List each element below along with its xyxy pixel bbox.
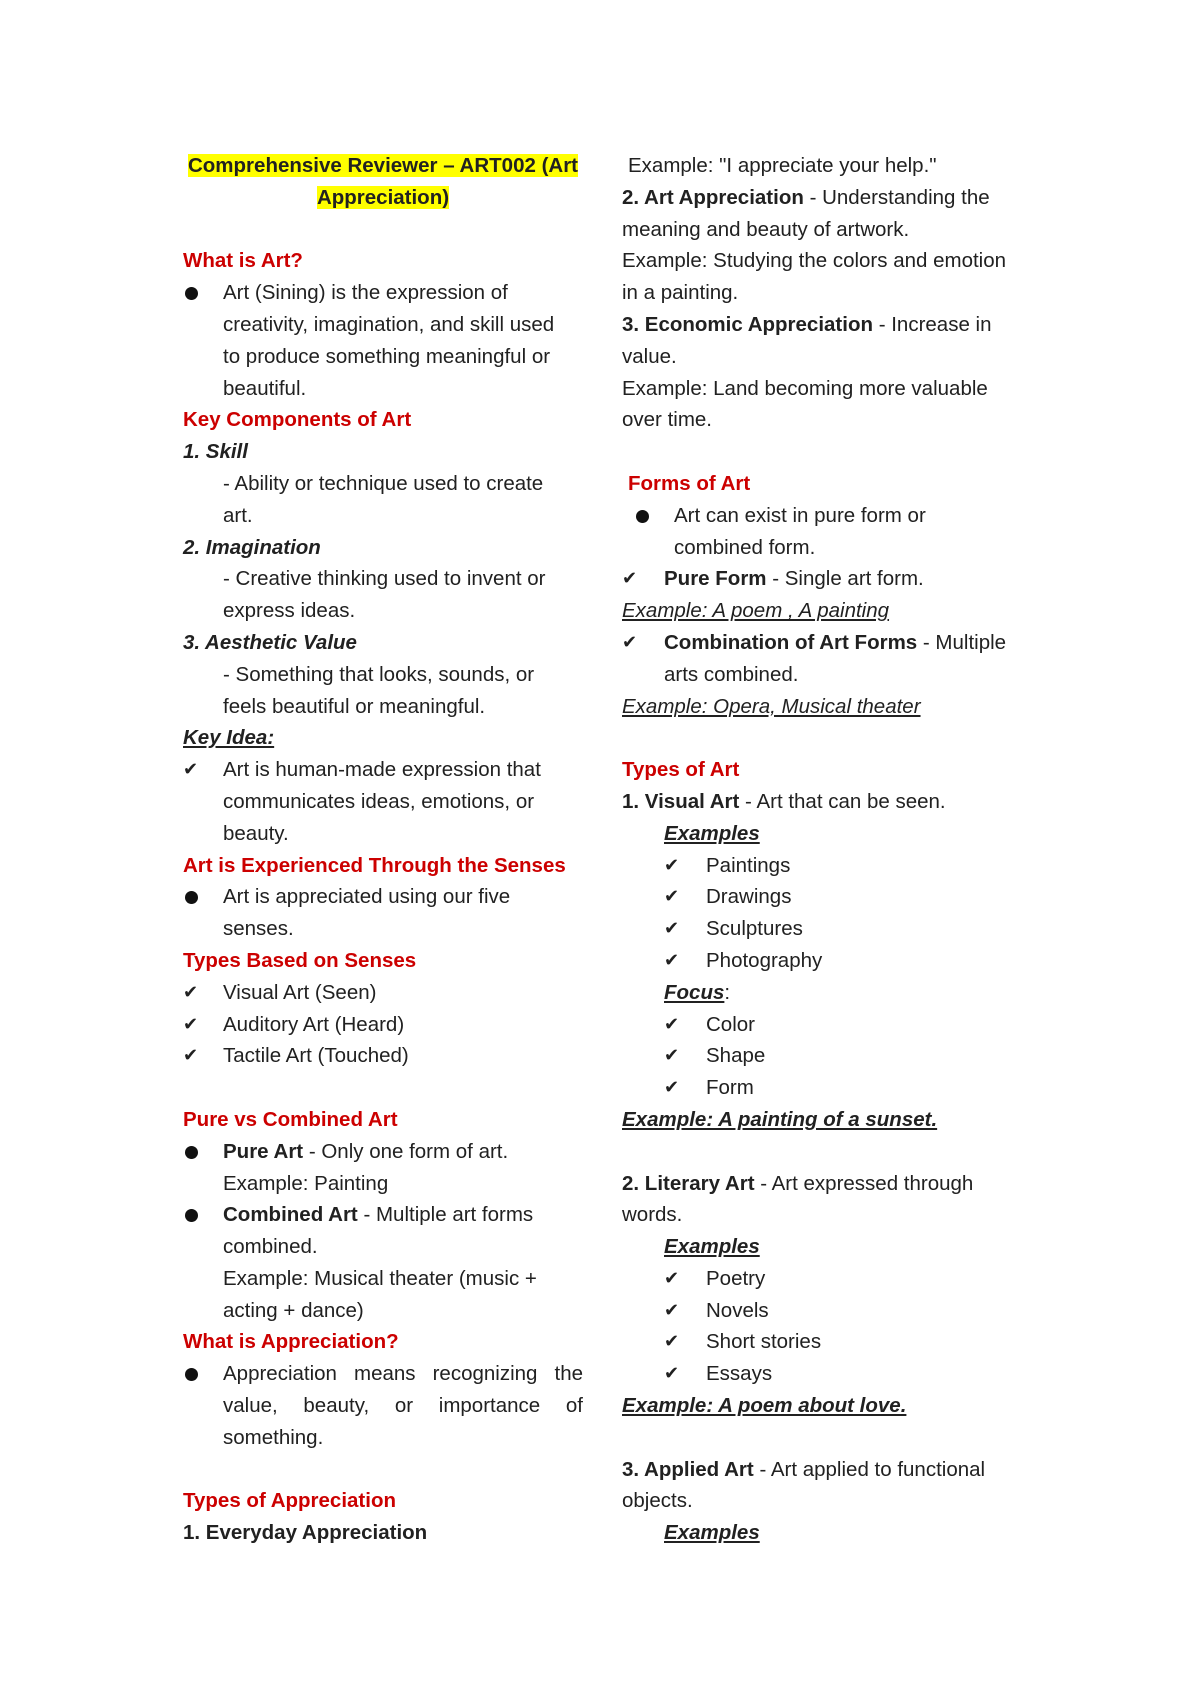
subheading-imagination: 2. Imagination	[183, 535, 321, 559]
check-sculptures: ✔ Sculptures	[622, 913, 1052, 945]
check-icon: ✔	[622, 631, 638, 652]
visual-art-example: Example: A painting of a sunset.	[622, 1107, 938, 1131]
literary-examples-label: Examples	[664, 1235, 760, 1259]
bullet-icon	[185, 1368, 198, 1381]
skill-desc-2: art.	[223, 503, 253, 527]
document-title-line-2: Appreciation)	[316, 185, 450, 209]
skill-desc-1: - Ability or technique used to create	[223, 471, 544, 495]
check-short-stories: ✔ Short stories	[622, 1326, 1052, 1358]
check-icon: ✔	[664, 1331, 680, 1352]
bullet-appreciation: Appreciation means recognizing the value, beauty, or importance of something.	[183, 1358, 583, 1453]
check-essays: ✔ Essays	[622, 1358, 1052, 1390]
subheading-aesthetic: 3. Aesthetic Value	[183, 630, 357, 654]
visual-art-label: 1. Visual Art	[622, 789, 740, 813]
check-icon: ✔	[664, 1267, 680, 1288]
imagination-desc-2: express ideas.	[223, 599, 356, 623]
bullet-icon	[185, 287, 198, 300]
bullet-icon	[185, 891, 198, 904]
visual-examples-label: Examples	[664, 821, 760, 845]
check-combination-forms: ✔ Combination of Art Forms - Multiple arts combined.	[622, 627, 1052, 691]
check-icon: ✔	[664, 886, 680, 907]
heading-what-is-art: What is Art?	[183, 249, 303, 273]
right-column: Example: "I appreciate your help." 2. Art Appreciation - Understanding the meaning and beauty of artwork. Example: Studying the colors and emotion in a painting. 3. Economic Appreciation - Increase in value. Example: Land becoming more valuable over time. Forms of Art Art can exist in pure form or combined form. ✔ Pure Form - Single art form. Example: A poem , A painting ✔ Combination of Art Forms - Multiple arts combined. Example: Opera, Musical theater Types of Art 1. Visual Art - Art that can be seen. Examples ✔ Paintings ✔ Drawings ✔ Sculptures ✔ Photography Focus: ✔ Color ✔ Shape ✔ Form Example: A painting of a sunset. 2. Literary Art - Art expressed through words. Examples ✔ Poetry ✔ Novels ✔ Short stories ✔ Essays Example: A poem about love. 3. Applied Art - Art applied to functional objects. Examples	[622, 150, 1052, 1549]
check-icon: ✔	[664, 1363, 680, 1384]
check-novels: ✔ Novels	[622, 1295, 1052, 1327]
check-icon: ✔	[183, 981, 199, 1002]
heading-types-of-art: Types of Art	[622, 758, 740, 782]
check-poetry: ✔ Poetry	[622, 1263, 1052, 1295]
aesthetic-desc-1: - Something that looks, sounds, or	[223, 662, 535, 686]
check-icon: ✔	[664, 854, 680, 875]
literary-art-example: Example: A poem about love.	[622, 1394, 907, 1418]
economic-appreciation-label: 3. Economic Appreciation	[622, 312, 873, 336]
check-paintings: ✔ Paintings	[622, 850, 1052, 882]
heading-key-components: Key Components of Art	[183, 408, 412, 432]
check-auditory-art: ✔ Auditory Art (Heard)	[183, 1009, 583, 1041]
bullet-combined-art: Combined Art - Multiple art forms combined. Example: Musical theater (music + acting + dance)	[183, 1199, 583, 1326]
check-visual-art: ✔ Visual Art (Seen)	[183, 977, 583, 1009]
combination-example: Example: Opera, Musical theater	[622, 694, 921, 718]
everyday-example: Example: "I appreciate your help."	[628, 154, 937, 177]
left-column	[183, 150, 583, 1549]
check-color: ✔ Color	[622, 1009, 1052, 1041]
subheading-skill: 1. Skill	[183, 440, 248, 464]
check-icon: ✔	[664, 1077, 680, 1098]
heading-pure-vs-combined: Pure vs Combined Art	[183, 1107, 398, 1131]
check-photography: ✔ Photography	[622, 945, 1052, 977]
check-shape: ✔ Shape	[622, 1040, 1052, 1072]
heading-forms-of-art: Forms of Art	[628, 471, 751, 495]
check-key-idea: ✔ Art is human-made expression that communicates ideas, emotions, or beauty.	[183, 754, 583, 849]
check-form: ✔ Form	[622, 1072, 1052, 1104]
check-icon: ✔	[664, 1045, 680, 1066]
bullet-pure-art: Pure Art - Only one form of art. Example: Painting	[183, 1136, 583, 1200]
applied-art-label: 3. Applied Art	[622, 1457, 754, 1481]
applied-examples-label: Examples	[664, 1521, 760, 1545]
bullet-senses: Art is appreciated using our five senses.	[183, 881, 583, 945]
heading-what-is-appreciation: What is Appreciation?	[183, 1330, 399, 1354]
check-tactile-art: ✔ Tactile Art (Touched)	[183, 1040, 583, 1072]
heading-senses: Art is Experienced Through the Senses	[183, 853, 566, 877]
check-drawings: ✔ Drawings	[622, 881, 1052, 913]
check-icon: ✔	[183, 759, 199, 780]
check-icon: ✔	[183, 1045, 199, 1066]
everyday-appreciation: 1. Everyday Appreciation	[183, 1521, 428, 1545]
bullet-art-definition: Art (Sining) is the expression of creativity, imagination, and skill used to produce something meaningful or beautiful.	[183, 277, 583, 404]
document-title-line-1: Comprehensive Reviewer – ART002 (Art	[187, 154, 579, 177]
aesthetic-desc-2: feels beautiful or meaningful.	[223, 694, 486, 718]
check-icon: ✔	[622, 568, 638, 589]
pure-form-example: Example: A poem , A painting	[622, 599, 890, 623]
heading-types-senses: Types Based on Senses	[183, 948, 417, 972]
check-icon: ✔	[664, 1013, 680, 1034]
check-icon: ✔	[664, 949, 680, 970]
bullet-icon	[185, 1146, 198, 1159]
check-icon: ✔	[664, 1299, 680, 1320]
bullet-icon	[185, 1209, 198, 1222]
bullet-forms: Art can exist in pure form or combined form.	[622, 500, 1052, 564]
art-appreciation-label: 2. Art Appreciation	[622, 185, 804, 209]
focus-label: Focus:	[664, 980, 731, 1004]
check-icon: ✔	[183, 1013, 199, 1034]
key-idea-label: Key Idea:	[183, 726, 275, 750]
bullet-icon	[636, 510, 649, 523]
check-icon: ✔	[664, 918, 680, 939]
literary-art-label: 2. Literary Art	[622, 1171, 755, 1195]
heading-types-appreciation: Types of Appreciation	[183, 1489, 396, 1513]
imagination-desc-1: - Creative thinking used to invent or	[223, 567, 546, 591]
check-pure-form: ✔ Pure Form - Single art form.	[622, 563, 1052, 595]
